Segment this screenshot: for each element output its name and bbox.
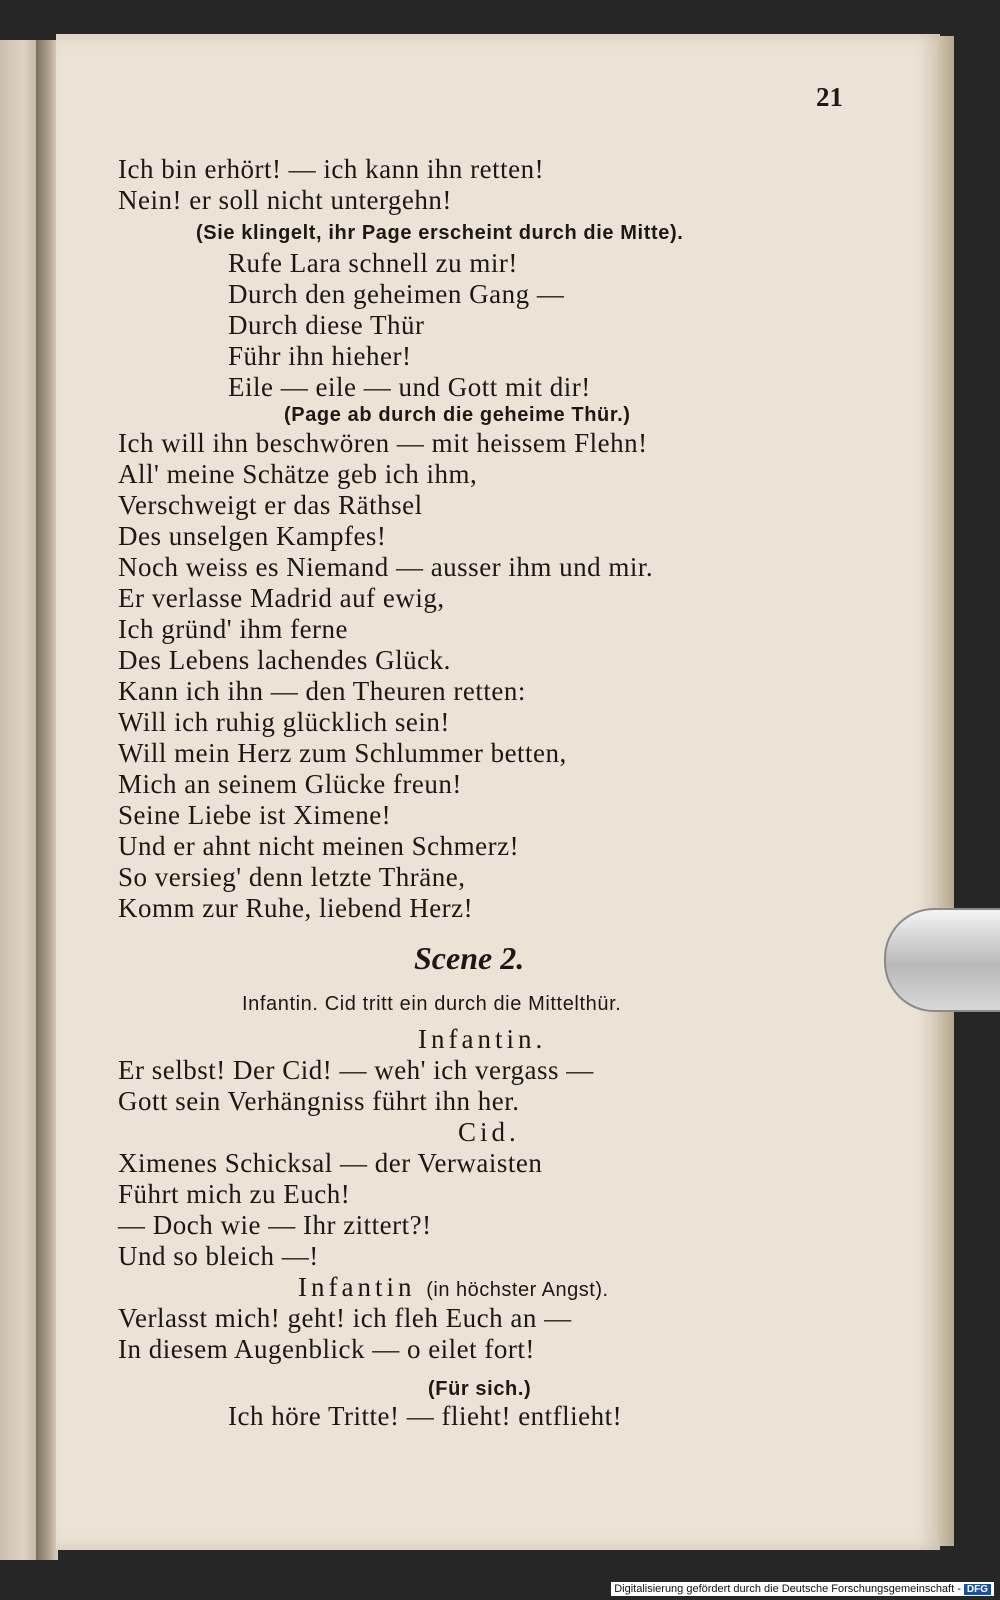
verse-line: Ich will ihn beschwören — mit heissem Flehn!: [118, 428, 648, 458]
speaker-direction: (in höchster Angst).: [426, 1279, 609, 1301]
verse-line: — Doch wie — Ihr zittert?!: [118, 1210, 432, 1240]
verse-line: Verlasst mich! geht! ich fleh Euch an —: [118, 1303, 572, 1333]
scene-heading: Scene 2.: [414, 940, 525, 976]
verse-line: Kann ich ihn — den Theuren retten:: [118, 676, 526, 706]
verse-line: Noch weiss es Niemand — ausser ihm und mir.: [118, 552, 654, 582]
verse-line: Rufe Lara schnell zu mir!: [228, 248, 518, 278]
page-clip: [884, 908, 1000, 1012]
page-stack-edge: [938, 36, 954, 1546]
verse-line: Ich höre Tritte! — flieht! entflieht!: [228, 1401, 623, 1431]
page-number: 21: [816, 82, 843, 112]
speaker-name: Infantin.: [418, 1024, 547, 1054]
facing-page-edge: [0, 40, 40, 1560]
credit-text: Digitalisierung gefördert durch die Deutsche Forschungsgemeinschaft -: [614, 1583, 961, 1595]
stage-direction: (Page ab durch die geheime Thür.): [284, 404, 631, 426]
digitization-credit: [611, 1582, 994, 1596]
speaker-label: Infantin: [298, 1272, 416, 1302]
verse-line: In diesem Augenblick — o eilet fort!: [118, 1334, 535, 1364]
verse-line: Ich gründ' ihm ferne: [118, 614, 349, 644]
dfg-logo: DFG: [964, 1584, 991, 1595]
verse-line: Gott sein Verhängniss führt ihn her.: [118, 1086, 520, 1116]
book-gutter: [36, 40, 58, 1560]
verse-line: Will ich ruhig glücklich sein!: [118, 707, 450, 737]
verse-line: Seine Liebe ist Ximene!: [118, 800, 392, 830]
speaker-name: Cid.: [458, 1117, 520, 1147]
verse-line: Führ ihn hieher!: [228, 341, 412, 371]
verse-line: Er selbst! Der Cid! — weh' ich vergass —: [118, 1055, 594, 1085]
verse-line: So versieg' denn letzte Thräne,: [118, 862, 466, 892]
verse-line: All' meine Schätze geb ich ihm,: [118, 459, 478, 489]
stage-direction: (Für sich.): [428, 1378, 532, 1400]
verse-line: Komm zur Ruhe, liebend Herz!: [118, 893, 474, 923]
verse-line: Er verlasse Madrid auf ewig,: [118, 583, 445, 613]
verse-line: Des unselgen Kampfes!: [118, 521, 387, 551]
verse-line: Und so bleich —!: [118, 1241, 319, 1271]
verse-line: Mich an seinem Glücke freun!: [118, 769, 462, 799]
stage-direction: (Sie klingelt, ihr Page erscheint durch die Mitte).: [196, 222, 684, 244]
verse-line: Des Lebens lachendes Glück.: [118, 645, 451, 675]
verse-line: Und er ahnt nicht meinen Schmerz!: [118, 831, 520, 861]
stage-direction: Infantin. Cid tritt ein durch die Mittelthür.: [242, 993, 622, 1015]
verse-line: Will mein Herz zum Schlummer betten,: [118, 738, 567, 768]
verse-line: Durch den geheimen Gang —: [228, 279, 565, 309]
speaker-name: [298, 1272, 609, 1303]
verse-line: Verschweigt er das Räthsel: [118, 490, 423, 520]
verse-line: Ximenes Schicksal — der Verwaisten: [118, 1148, 543, 1178]
verse-line: Ich bin erhört! — ich kann ihn retten!: [118, 154, 545, 184]
verse-line: Nein! er soll nicht untergehn!: [118, 185, 452, 215]
verse-line: Durch diese Thür: [228, 310, 425, 340]
verse-line: Eile — eile — und Gott mit dir!: [228, 372, 591, 402]
verse-line: Führt mich zu Euch!: [118, 1179, 351, 1209]
